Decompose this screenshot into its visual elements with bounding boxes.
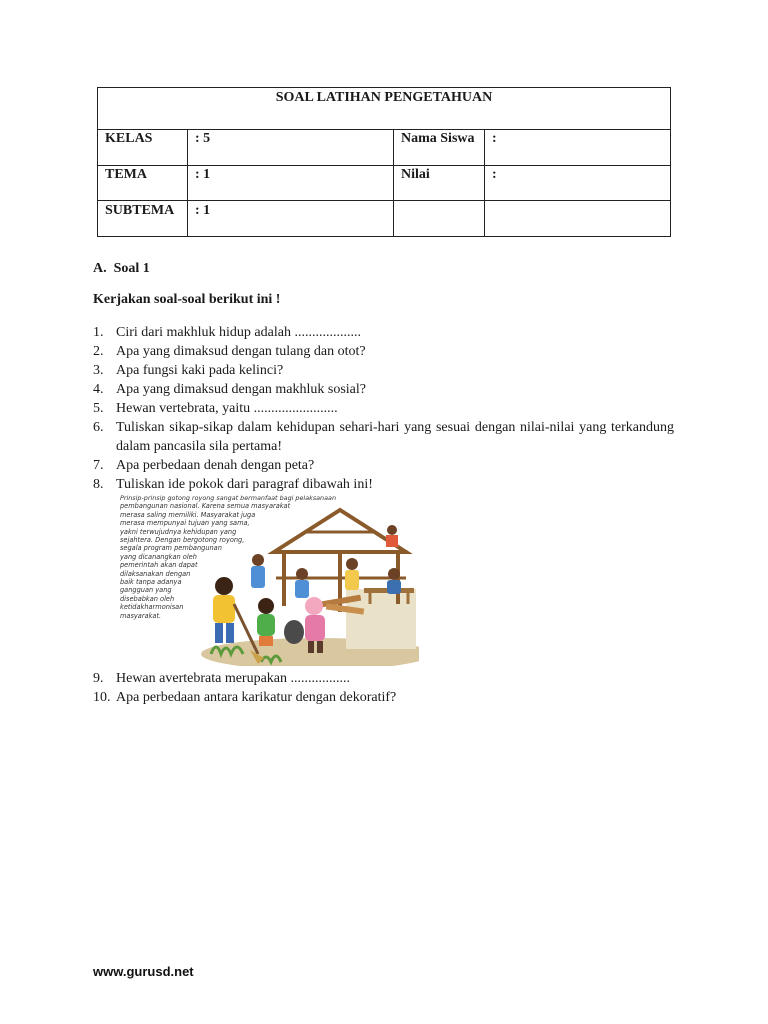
question-text: Ciri dari makhluk hidup adalah ................... — [116, 325, 361, 340]
person-head — [388, 568, 400, 580]
passage-line: merasa mempunyai tujuan yang sama, — [120, 519, 250, 528]
nama-siswa-label: Nama Siswa — [394, 130, 485, 166]
nilai-value: : — [485, 166, 671, 201]
worker-head — [387, 525, 397, 535]
worker-body — [386, 535, 398, 547]
passage-line: disebabkan oleh — [120, 594, 175, 603]
question-item — [93, 342, 674, 361]
tema-label: TEMA — [98, 166, 188, 201]
passage-line: yakni terwujudnya kehidupan yang — [120, 527, 237, 536]
illustration-passage — [120, 494, 336, 620]
empty-cell — [394, 201, 485, 237]
question-item — [93, 399, 674, 418]
passage-line: gangguan yang — [120, 586, 172, 595]
passage-line: dilaksanakan dengan — [120, 569, 191, 578]
question-item — [93, 361, 674, 380]
nama-siswa-value: : — [485, 130, 671, 166]
section-title: Soal 1 — [113, 261, 150, 276]
question-text: Apa perbedaan antara karikatur dengan dekoratif? — [116, 690, 397, 705]
question-list-continued — [93, 669, 674, 707]
passage-line: segala program pembangunan — [120, 544, 222, 553]
header-table — [97, 87, 671, 237]
question-number: 3. — [93, 363, 104, 378]
child-leg — [317, 641, 323, 653]
person-head — [346, 558, 358, 570]
question-item — [93, 380, 674, 399]
question-item — [93, 475, 674, 494]
kelas-label: KELAS — [98, 130, 188, 166]
passage-line: masyarakat. — [120, 611, 162, 620]
question-item — [93, 688, 674, 707]
person-body — [387, 580, 401, 594]
instruction-text: Kerjakan soal-soal berikut ini ! — [93, 292, 281, 307]
passage-line: ketidakharmonisan — [120, 603, 184, 612]
passage-line: pembangunan nasional. Karena semua masyarakat — [120, 502, 291, 511]
question-text: Hewan avertebrata merupakan ................. — [116, 671, 351, 686]
footer-website: www.gurusd.net — [93, 964, 194, 979]
trash-bag — [284, 620, 304, 644]
question-number: 10. — [93, 690, 111, 705]
question-text: Apa yang dimaksud dengan tulang dan otot? — [116, 344, 366, 359]
question-item — [93, 669, 674, 688]
person-body — [345, 570, 359, 590]
question-item — [93, 456, 674, 475]
question-list — [93, 323, 674, 494]
question-number: 2. — [93, 344, 104, 359]
question-number: 4. — [93, 382, 104, 397]
question-text: Apa fungsi kaki pada kelinci? — [116, 363, 284, 378]
question-number: 9. — [93, 671, 104, 686]
empty-cell — [485, 201, 671, 237]
question-text: Apa perbedaan denah dengan peta? — [116, 458, 315, 473]
subtema-value: : 1 — [188, 201, 394, 237]
passage-line: baik tanpa adanya — [120, 578, 182, 587]
child-leg — [308, 641, 314, 653]
section-heading — [93, 261, 150, 277]
question-text: Hewan vertebrata, yaitu ........................ — [116, 401, 338, 416]
question-number: 7. — [93, 458, 104, 473]
child-leg — [226, 623, 234, 643]
question-text: Tuliskan ide pokok dari paragraf dibawah ini! — [116, 477, 373, 492]
question-number: 6. — [93, 420, 104, 435]
section-marker: A. — [93, 261, 107, 276]
person-head — [296, 568, 308, 580]
question-number: 1. — [93, 325, 104, 340]
passage-line: Prinsip-prinsip gotong royong sangat bermanfaat bagi pelaksanaan — [120, 494, 336, 502]
nilai-label: Nilai — [394, 166, 485, 201]
passage-line: pemerintah akan dapat — [120, 561, 198, 570]
tema-value: : 1 — [188, 166, 394, 201]
question-number: 8. — [93, 477, 104, 492]
question-number: 5. — [93, 401, 104, 416]
question-text: Apa yang dimaksud dengan makhluk sosial? — [116, 382, 367, 397]
kelas-value: : 5 — [188, 130, 394, 166]
child-hijab — [305, 597, 323, 615]
subtema-label: SUBTEMA — [98, 201, 188, 237]
question-item — [93, 418, 674, 456]
passage-line: sejahtera. Dengan bergotong royong, — [120, 536, 245, 545]
passage-line: merasa saling memiliki. Masyarakat juga — [120, 510, 256, 519]
child-skirt — [259, 636, 273, 646]
worksheet-title: SOAL LATIHAN PENGETAHUAN — [98, 88, 671, 130]
question-text: Tuliskan sikap-sikap dalam kehidupan sehari-hari yang sesuai dengan nilai-nilai yang terkandung dalam pancasila sila pertama! — [116, 420, 674, 454]
gotong-royong-illustration — [116, 494, 419, 666]
passage-line: yang dicanangkan oleh — [120, 552, 197, 561]
person-body — [295, 580, 309, 598]
question-item — [93, 323, 674, 342]
child-leg — [215, 623, 223, 643]
child-shirt — [305, 615, 325, 641]
